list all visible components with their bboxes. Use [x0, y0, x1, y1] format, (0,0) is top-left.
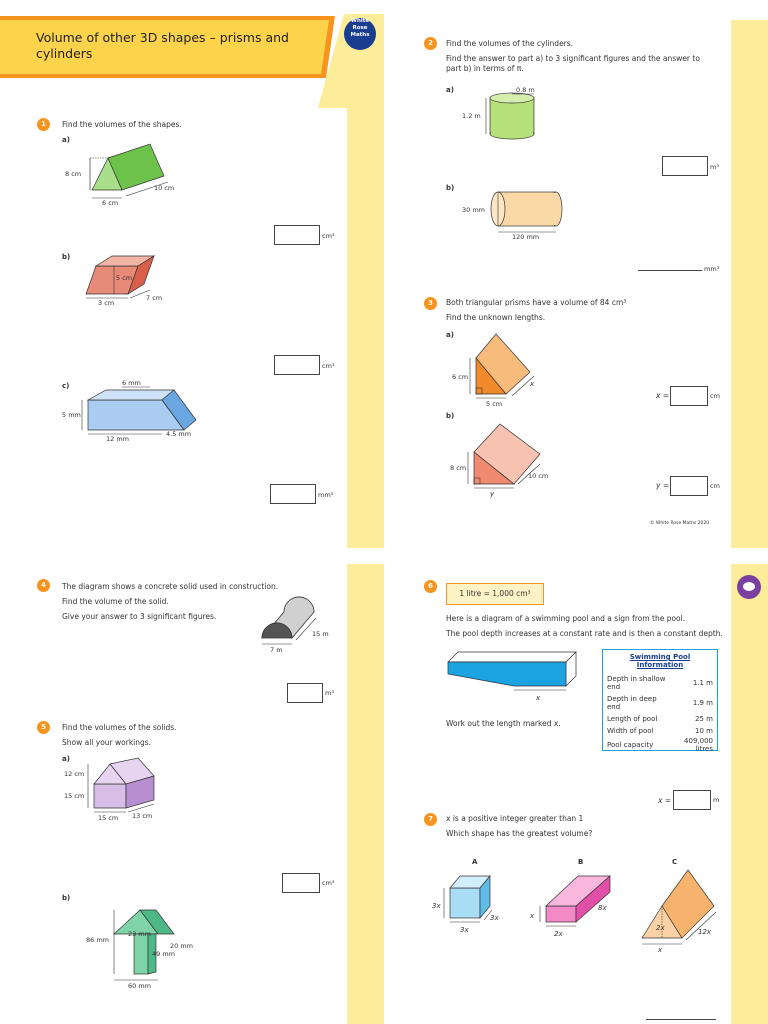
unit-label: m: [713, 796, 720, 804]
page-sidebar: [347, 564, 384, 1024]
dimension-label: x: [536, 694, 541, 702]
worksheet-page-1: [0, 0, 384, 548]
parallelogram-prism-diagram: [80, 250, 190, 310]
table-row: Depth in shallow end 1.1 m: [607, 675, 713, 691]
shape-label-b: B: [578, 858, 584, 866]
dimension-label: x: [530, 380, 535, 388]
dimension-label: 8x: [598, 904, 607, 912]
horizontal-cylinder-diagram: [458, 188, 568, 240]
house-prism-diagram: [60, 754, 170, 826]
dimension-label: 15 cm: [64, 792, 85, 800]
dimension-label: 13 cm: [132, 812, 153, 820]
dimension-label: 7 m: [270, 646, 283, 654]
copyright-text: © White Rose Maths 2020: [650, 521, 710, 526]
dimension-label: 8 cm: [65, 170, 82, 178]
dimension-label: 30 mm: [462, 206, 486, 214]
dimension-label: 49 mm: [152, 950, 176, 958]
dimension-label: 10 cm: [528, 472, 549, 480]
shape-label-c: C: [672, 858, 678, 866]
dimension-label: 10 cm: [154, 184, 175, 192]
answer-line[interactable]: [638, 270, 702, 271]
question-number-4: 4: [37, 579, 50, 592]
dimension-label: 12 mm: [106, 435, 130, 443]
dimension-label: 6 cm: [452, 373, 469, 381]
question-6-text: Here is a diagram of a swimming pool and a sign from the pool.: [446, 614, 686, 623]
question-number-3: 3: [424, 297, 437, 310]
dimension-label: 1.2 m: [462, 112, 481, 120]
dimension-label: 20 mm: [170, 942, 194, 950]
worksheet-page-3: [0, 562, 384, 1024]
logo-text: White Rose Maths: [350, 18, 370, 38]
dimension-label: 2x: [656, 924, 665, 932]
dimension-label: x: [530, 912, 535, 920]
cube-diagram: [430, 870, 510, 940]
part-label: c): [62, 382, 70, 390]
dimension-label: 5 cm: [116, 274, 133, 282]
triangular-prism-diagram: [448, 418, 558, 498]
dimension-label: 60 mm: [128, 982, 152, 990]
dimension-label: 15 m: [312, 630, 329, 638]
title-banner: [0, 14, 384, 114]
unit-label: cm: [710, 392, 720, 400]
question-4-text: Give your answer to 3 significant figures.: [62, 612, 217, 621]
triangular-prism-diagram: [638, 866, 728, 954]
page-title: Volume of other 3D shapes – prisms and cylinders: [36, 30, 289, 61]
half-cylinder-diagram: [256, 596, 346, 656]
worksheet-page-4: [384, 562, 768, 1024]
answer-box[interactable]: [662, 156, 708, 176]
dimension-label: 12x: [698, 928, 712, 936]
answer-box[interactable]: [287, 683, 323, 703]
arrow-prism-diagram: [80, 906, 200, 990]
answer-line[interactable]: [646, 1019, 716, 1020]
question-6-text: The pool depth increases at a constant rate and is then a constant depth.: [446, 629, 723, 638]
question-5-text: Find the volumes of the solids.: [62, 723, 177, 732]
question-2-instructions: part b) in terms of π.: [446, 64, 524, 73]
unit-label: cm³: [322, 362, 335, 370]
table-row: Length of pool 25 m: [607, 715, 713, 723]
question-4-text: Find the volume of the solid.: [62, 597, 169, 606]
dimension-label: 6 mm: [122, 379, 141, 387]
question-number-5: 5: [37, 721, 50, 734]
dimension-label: x: [658, 946, 663, 954]
trapezium-prism-diagram: [60, 376, 210, 446]
part-label: a): [446, 86, 454, 94]
page-sidebar: [347, 105, 384, 548]
dimension-label: 23 mm: [128, 930, 152, 938]
part-label: b): [62, 253, 71, 261]
part-label: a): [446, 331, 454, 339]
dimension-label: 5 mm: [62, 411, 81, 419]
question-4-text: The diagram shows a concrete solid used in construction.: [62, 582, 279, 591]
question-number-2: 2: [424, 37, 437, 50]
question-2-text: Find the volumes of the cylinders.: [446, 39, 574, 48]
answer-box[interactable]: [282, 873, 320, 893]
question-2-instructions: Find the answer to part a) to 3 significant figures and the answer to: [446, 54, 700, 63]
shape-label-a: A: [472, 858, 478, 866]
page-sidebar: [731, 20, 768, 548]
triangular-prism-diagram: [60, 140, 200, 210]
unit-label: m³: [710, 163, 719, 171]
unit-label: cm³: [322, 232, 335, 240]
unit-label: cm³: [322, 879, 335, 887]
question-1-text: Find the volumes of the shapes.: [62, 120, 182, 129]
answer-prefix: x =: [656, 391, 670, 400]
table-row: Width of pool 10 m: [607, 727, 713, 735]
question-6-work: Work out the length marked x.: [446, 719, 561, 728]
answer-box[interactable]: [670, 476, 708, 496]
dimension-label: 3x: [432, 902, 441, 910]
question-3-instructions: Find the unknown lengths.: [446, 313, 546, 322]
answer-box[interactable]: [274, 225, 320, 245]
dimension-label: 8 cm: [450, 464, 467, 472]
dimension-label: 3x: [490, 914, 499, 922]
dimension-label: 6 cm: [102, 199, 119, 207]
dimension-label: 15 cm: [98, 814, 119, 822]
cuboid-diagram: [528, 868, 628, 938]
conversion-note: 1 litre = 1,000 cm³: [446, 583, 544, 605]
dimension-label: 7 cm: [146, 294, 163, 302]
unit-label: mm³: [318, 491, 334, 499]
unit-label: mm³: [704, 265, 720, 273]
worksheet-page-2: [384, 0, 768, 548]
table-row: Pool capacity 409,000 litres: [607, 737, 713, 753]
answer-box[interactable]: [270, 484, 316, 504]
question-number-6: 6: [424, 580, 437, 593]
dimension-label: 86 mm: [86, 936, 110, 944]
dimension-label: 120 mm: [512, 233, 540, 241]
question-5-text: Show all your workings.: [62, 738, 152, 747]
table-row: Depth in deep end 1.9 m: [607, 695, 713, 711]
unit-label: cm: [710, 482, 720, 490]
question-7-text: Which shape has the greatest volume?: [446, 829, 593, 838]
pool-information-sign: [602, 649, 718, 751]
answer-prefix: x =: [658, 796, 672, 805]
challenge-icon: [737, 575, 761, 599]
answer-box[interactable]: [274, 355, 320, 375]
part-label: b): [446, 412, 455, 420]
dimension-label: 0.8 m: [516, 86, 535, 94]
answer-prefix: y =: [656, 481, 670, 490]
question-number-7: 7: [424, 813, 437, 826]
triangular-prism-diagram: [450, 330, 550, 410]
question-7-text: x is a positive integer greater than 1: [446, 814, 584, 823]
page-sidebar: [731, 564, 768, 1024]
part-label: a): [62, 755, 70, 763]
part-label: b): [62, 894, 71, 902]
cylinder-diagram: [454, 84, 544, 144]
question-3-text: Both triangular prisms have a volume of 84 cm³: [446, 298, 627, 307]
sign-table: [607, 673, 713, 753]
dimension-label: 12 cm: [64, 770, 85, 778]
swimming-pool-diagram: [444, 648, 584, 708]
part-label: a): [62, 136, 70, 144]
dimension-label: 3x: [460, 926, 469, 934]
dimension-label: 2x: [554, 930, 563, 938]
dimension-label: 4.5 mm: [166, 430, 192, 438]
part-label: b): [446, 184, 455, 192]
answer-box[interactable]: [670, 386, 708, 406]
unit-label: m³: [325, 689, 334, 697]
dimension-label: 3 cm: [98, 299, 115, 307]
sign-title: Swimming Pool Information: [629, 653, 691, 669]
dimension-label: y: [490, 490, 495, 498]
answer-box[interactable]: [673, 790, 711, 810]
dimension-label: 5 cm: [486, 400, 503, 408]
question-number-1: 1: [37, 118, 50, 131]
